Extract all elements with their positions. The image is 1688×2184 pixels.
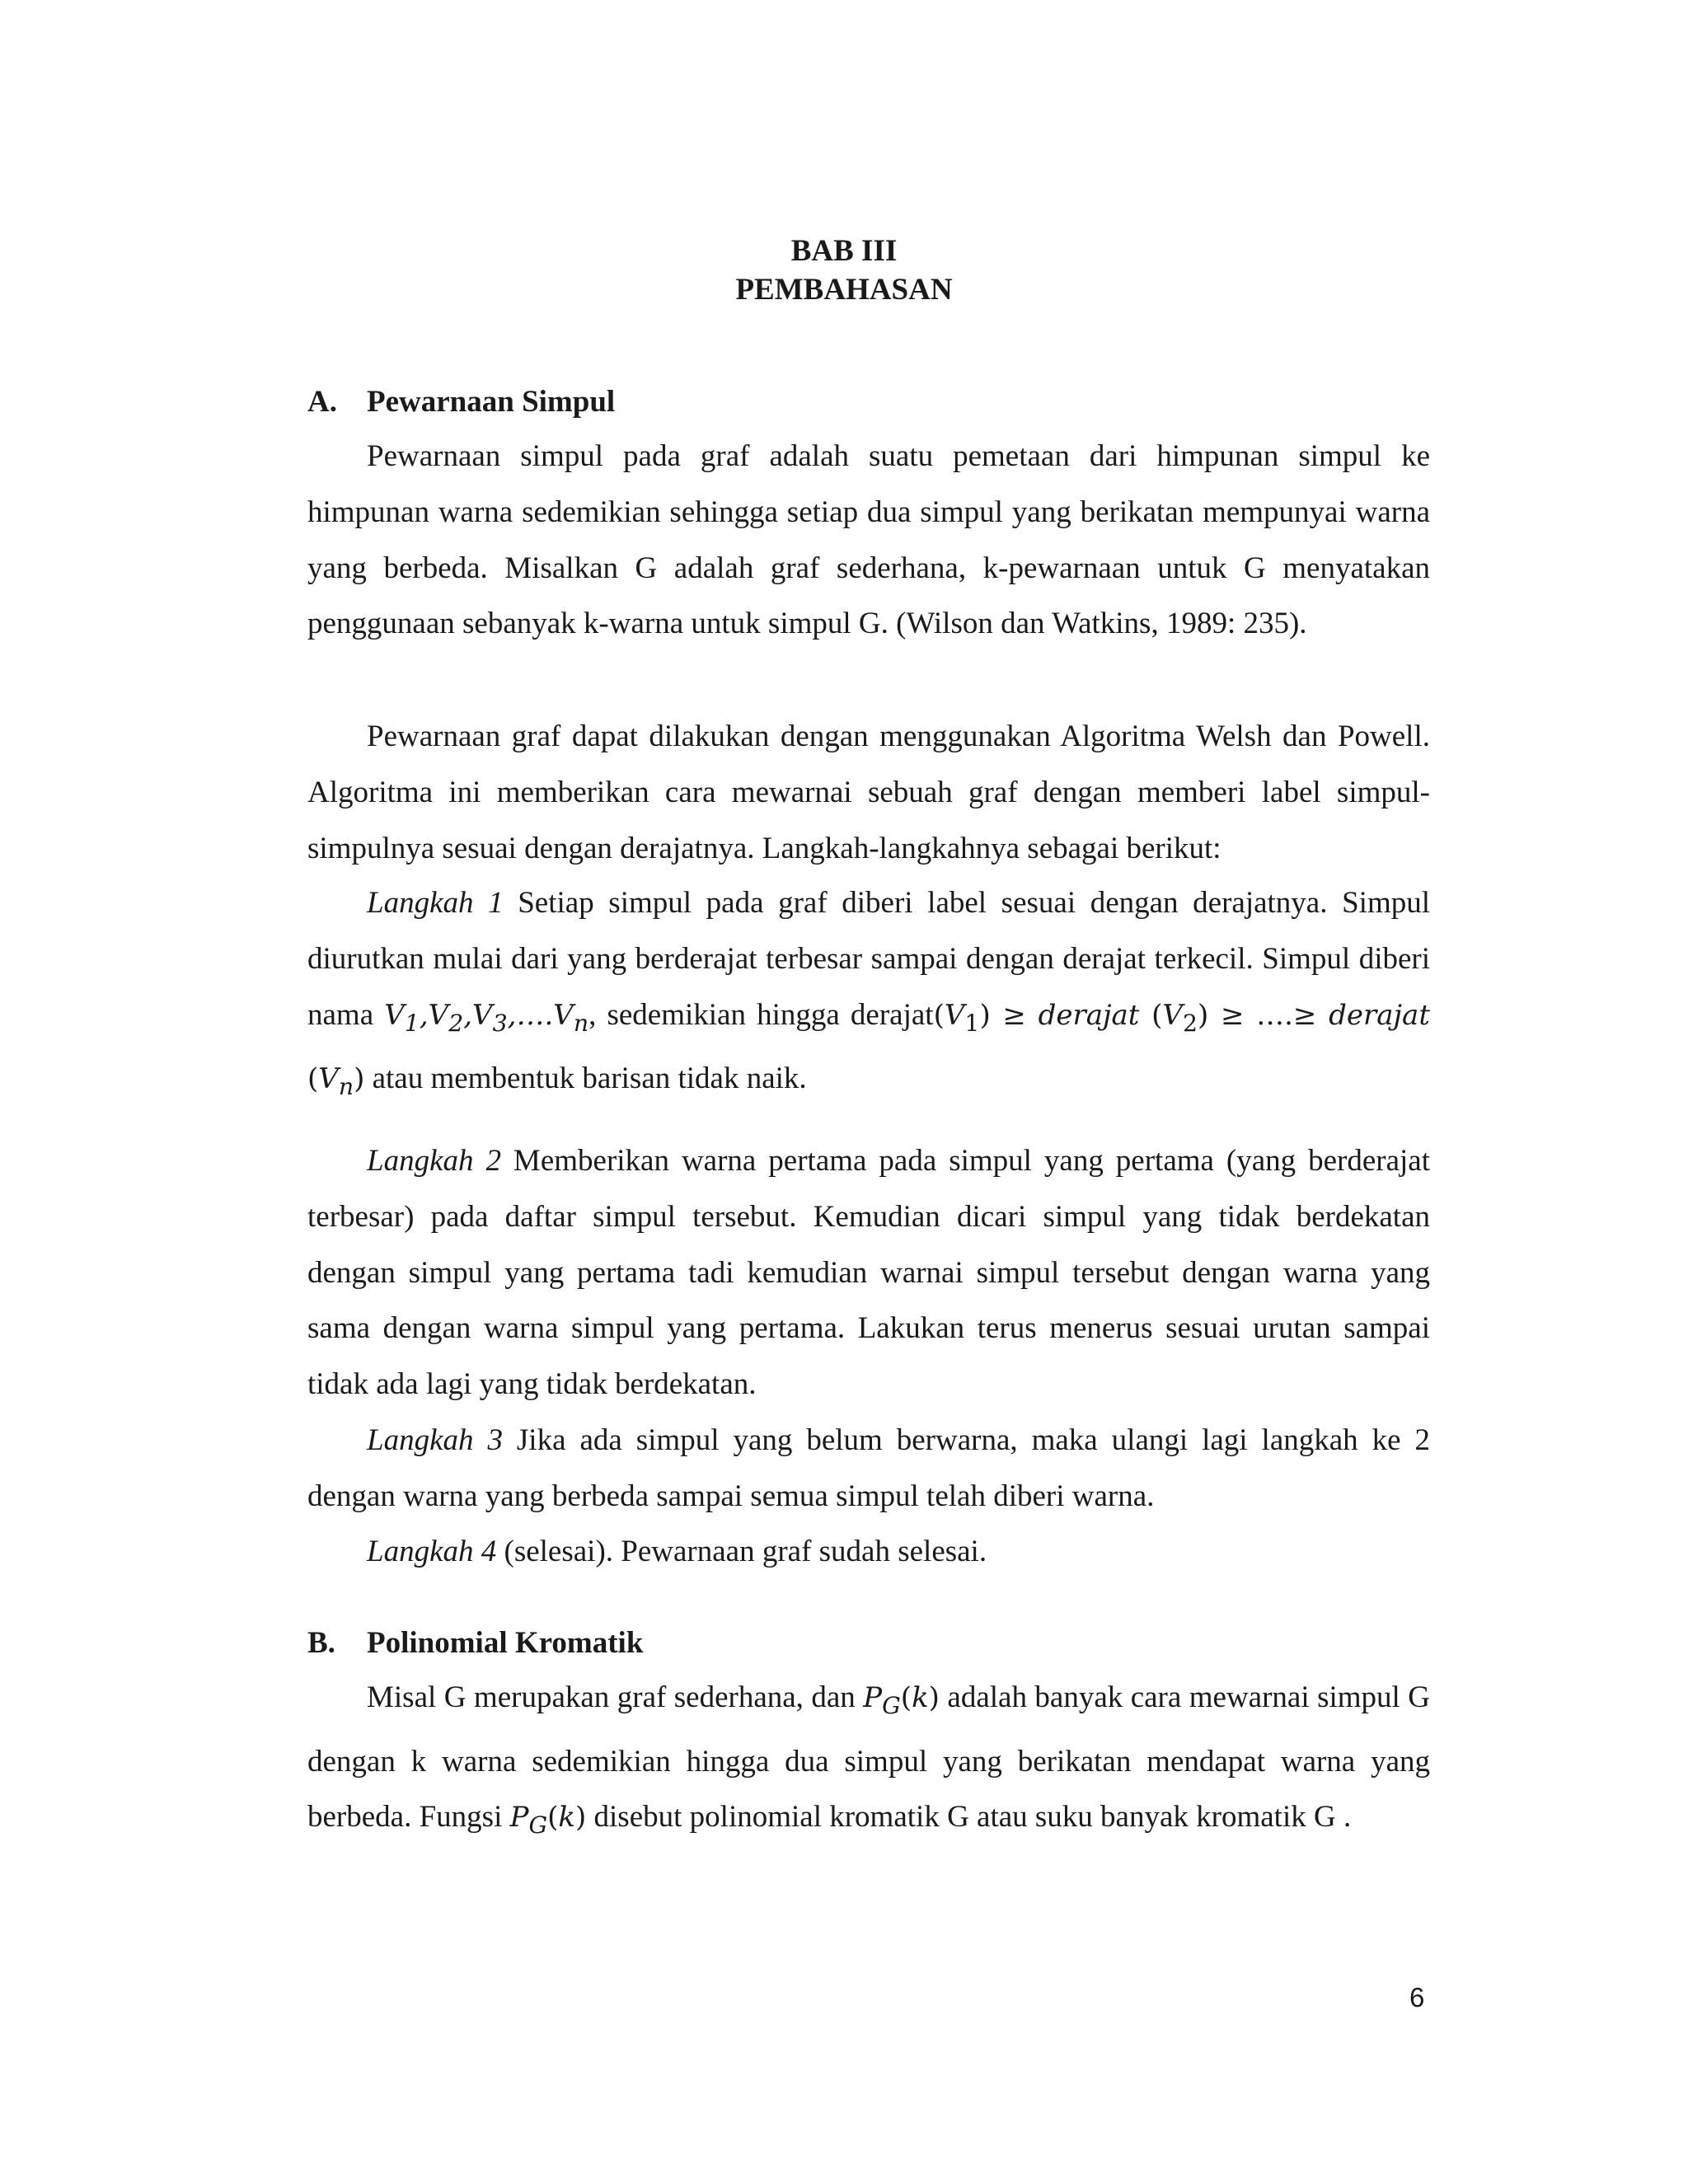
step-3-paragraph [307, 1413, 1430, 1525]
section-a-heading [307, 384, 615, 419]
step-4-paragraph [307, 1524, 1430, 1580]
section-b-letter: B. [307, 1626, 335, 1660]
step-2-paragraph [307, 1133, 1430, 1413]
section-b-title: Polinomial Kromatik [367, 1626, 644, 1660]
step-4-label: Langkah 4 [367, 1535, 497, 1568]
chromatic-polynomial-formula: $P_G(k)$ [509, 1801, 587, 1840]
vertex-sequence-formula: $V_1,V_2,V_3,\dots.V_n$ [384, 998, 589, 1037]
degree-word: derajat [850, 997, 934, 1032]
step-2-text: Memberikan warna pertama pada simpul yang pertama (yang berderajat terbesar) pada daftar simpul tersebut. Kemudian dicari simpul yang tidak berdekatan dengan simpul yang pertama tadi kemudian warnai simpul tersebut dengan warna yang sama dengan warna simpul yang pertama. Lakukan terus menerus sesuai urutan sampai tidak ada lagi yang tidak berdekatan. [307, 1144, 1431, 1402]
page-number: 6 [1409, 1982, 1425, 2013]
section-b-paragraph [307, 1670, 1430, 1854]
section-a-title: Pewarnaan Simpul [367, 385, 616, 419]
paragraph-text: Pewarnaan simpul pada graf adalah suatu pemetaan dari himpunan simpul ke himpunan warna sedemikian sehingga setiap dua simpul yang berikatan mempunyai warna yang berbeda. Misalkan G adalah graf sederhana, k-pewarnaan untuk G menyatakan penggunaan sebanyak k-warna untuk simpul G. (Wilson dan Watkins, 1989: 235). [307, 439, 1430, 641]
chromatic-polynomial-formula: $P_G(k)$ [863, 1681, 940, 1719]
section-a-paragraph-2 [307, 709, 1430, 876]
step-1-text-c: atau membentuk barisan tidak naik. [364, 1062, 807, 1096]
section-b-text-a: Misal G merupakan graf sederhana, dan [367, 1680, 864, 1714]
degree-inequality-formula: $(V_1)$ ≥ derajat $(V_2)$ ≥ ….≥ derajat $(V_n)$ [307, 998, 1430, 1100]
step-1-label: Langkah 1 [367, 886, 504, 920]
step-2-label: Langkah 2 [367, 1144, 501, 1178]
section-b-text-c: disebut polinomial kromatik G atau suku banyak kromatik G . [586, 1800, 1352, 1835]
section-b-heading [307, 1625, 643, 1661]
step-1-text-b: , sedemikian hingga [588, 997, 851, 1032]
step-3-label: Langkah 3 [367, 1423, 503, 1457]
paragraph-text: Pewarnaan graf dapat dilakukan dengan menggunakan Algoritma Welsh dan Powell. Algoritma ini memberikan cara mewarnai sebuah graf dengan memberi label simpul-simpulnya sesuai dengan derajatnya. Langkah-langkahnya sebagai berikut: [307, 719, 1430, 865]
chapter-number: BAB III [790, 234, 898, 268]
step-1-paragraph [307, 875, 1430, 1115]
section-b-text-b: adalah banyak cara mewarnai simpul G dengan k warna sedemikian hingga dua simpul yang berikatan mendapat warna yang berbeda. Fungsi [307, 1680, 1430, 1835]
step-1-text-a: Setiap simpul pada graf diberi label sesuai dengan derajatnya. Simpul diurutkan mulai dari yang berderajat terbesar sampai dengan derajat terkecil. Simpul diberi nama [307, 886, 1431, 1032]
section-a-letter: A. [307, 385, 337, 419]
section-a-paragraph-1 [307, 429, 1430, 652]
chapter-title: PEMBAHASAN [735, 273, 953, 307]
step-4-text: (selesai). Pewarnaan graf sudah selesai. [496, 1535, 987, 1568]
step-3-text: Jika ada simpul yang belum berwarna, maka ulangi lagi langkah ke 2 dengan warna yang berbeda sampai semua simpul telah diberi warna. [307, 1423, 1430, 1513]
